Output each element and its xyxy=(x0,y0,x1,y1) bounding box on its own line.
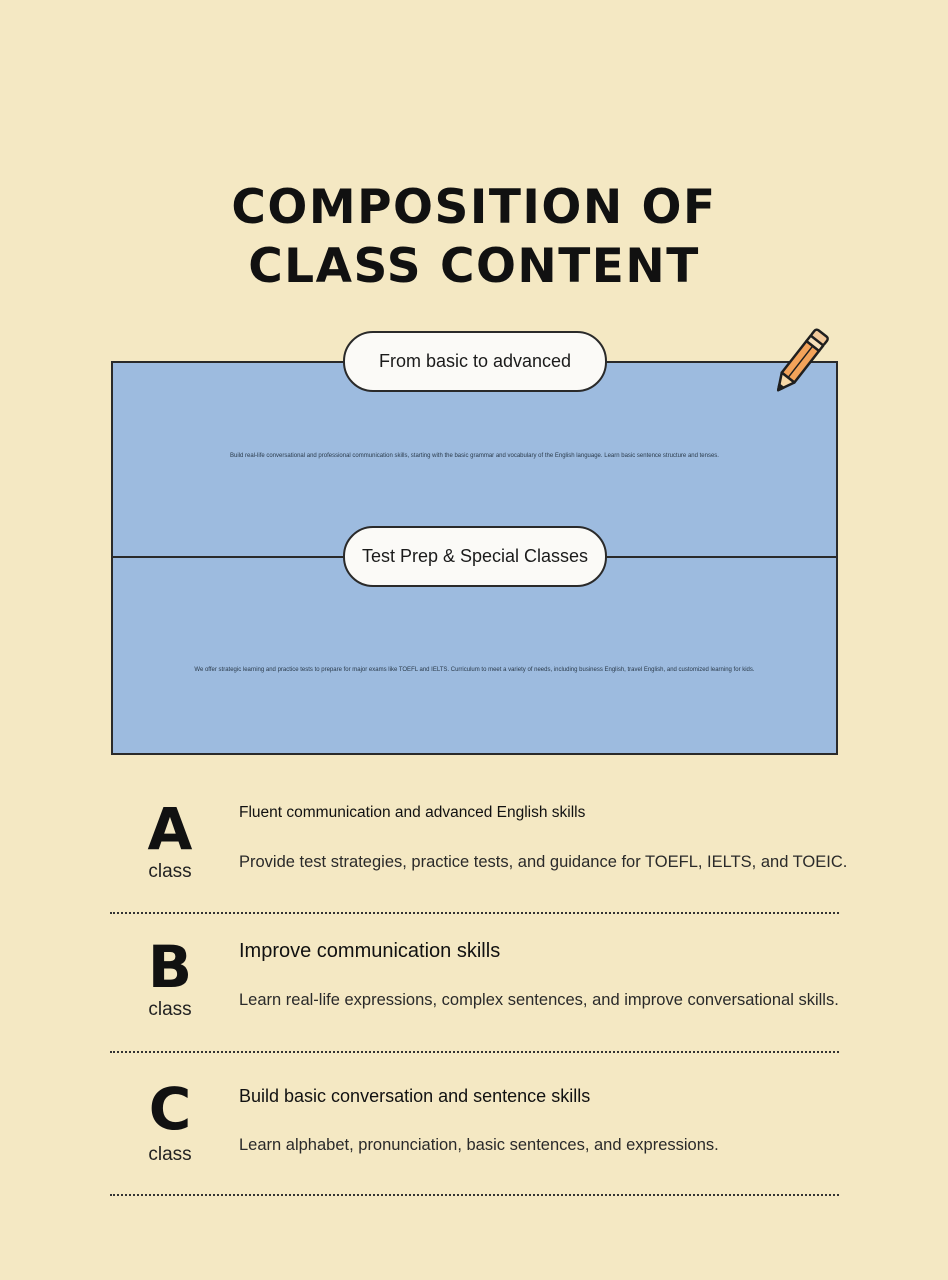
class-b-label: class xyxy=(148,999,192,1020)
pencil-icon xyxy=(758,318,844,404)
class-b-row xyxy=(110,928,840,1063)
class-c-label: class xyxy=(148,1144,192,1165)
class-a-row xyxy=(110,790,848,925)
class-b-heading: Improve communication skills xyxy=(239,940,501,962)
row-divider xyxy=(110,1194,839,1196)
class-b-letter: B xyxy=(147,933,193,1001)
test-prep-text: We offer strategic learning and practice tests to prepare for major exams like TOEFL and IELTS. Curriculum to meet a variety of needs, including business English, travel English, and customized learning for kids. xyxy=(194,667,755,673)
class-b-description: Learn real-life expressions, complex sentences, and improve conversational skills. xyxy=(239,991,839,1009)
class-a-description: Provide test strategies, practice tests, and guidance for TOEFL, IELTS, and TOEIC. xyxy=(239,853,848,871)
class-a-letter: A xyxy=(147,795,193,863)
page-title-line-2: CLASS CONTENT xyxy=(248,239,700,294)
page-title xyxy=(0,178,948,296)
row-divider xyxy=(110,912,839,914)
class-c-row xyxy=(110,1072,840,1207)
class-c-heading: Build basic conversation and sentence skills xyxy=(239,1086,591,1106)
class-a-label: class xyxy=(148,861,192,882)
test-prep-label: Test Prep & Special Classes xyxy=(343,526,607,587)
basic-to-advanced-label: From basic to advanced xyxy=(343,331,607,392)
class-a-heading: Fluent communication and advanced English skills xyxy=(239,804,586,821)
basic-to-advanced-text: Build real-life conversational and professional communication skills, starting with the basic grammar and vocabulary of the English language. Learn basic sentence structure and tenses. xyxy=(230,453,719,459)
class-c-letter: C xyxy=(148,1075,192,1143)
class-c-description: Learn alphabet, pronunciation, basic sentences, and expressions. xyxy=(239,1136,719,1154)
row-divider xyxy=(110,1051,839,1053)
page-title-line-1: COMPOSITION OF xyxy=(231,180,717,235)
